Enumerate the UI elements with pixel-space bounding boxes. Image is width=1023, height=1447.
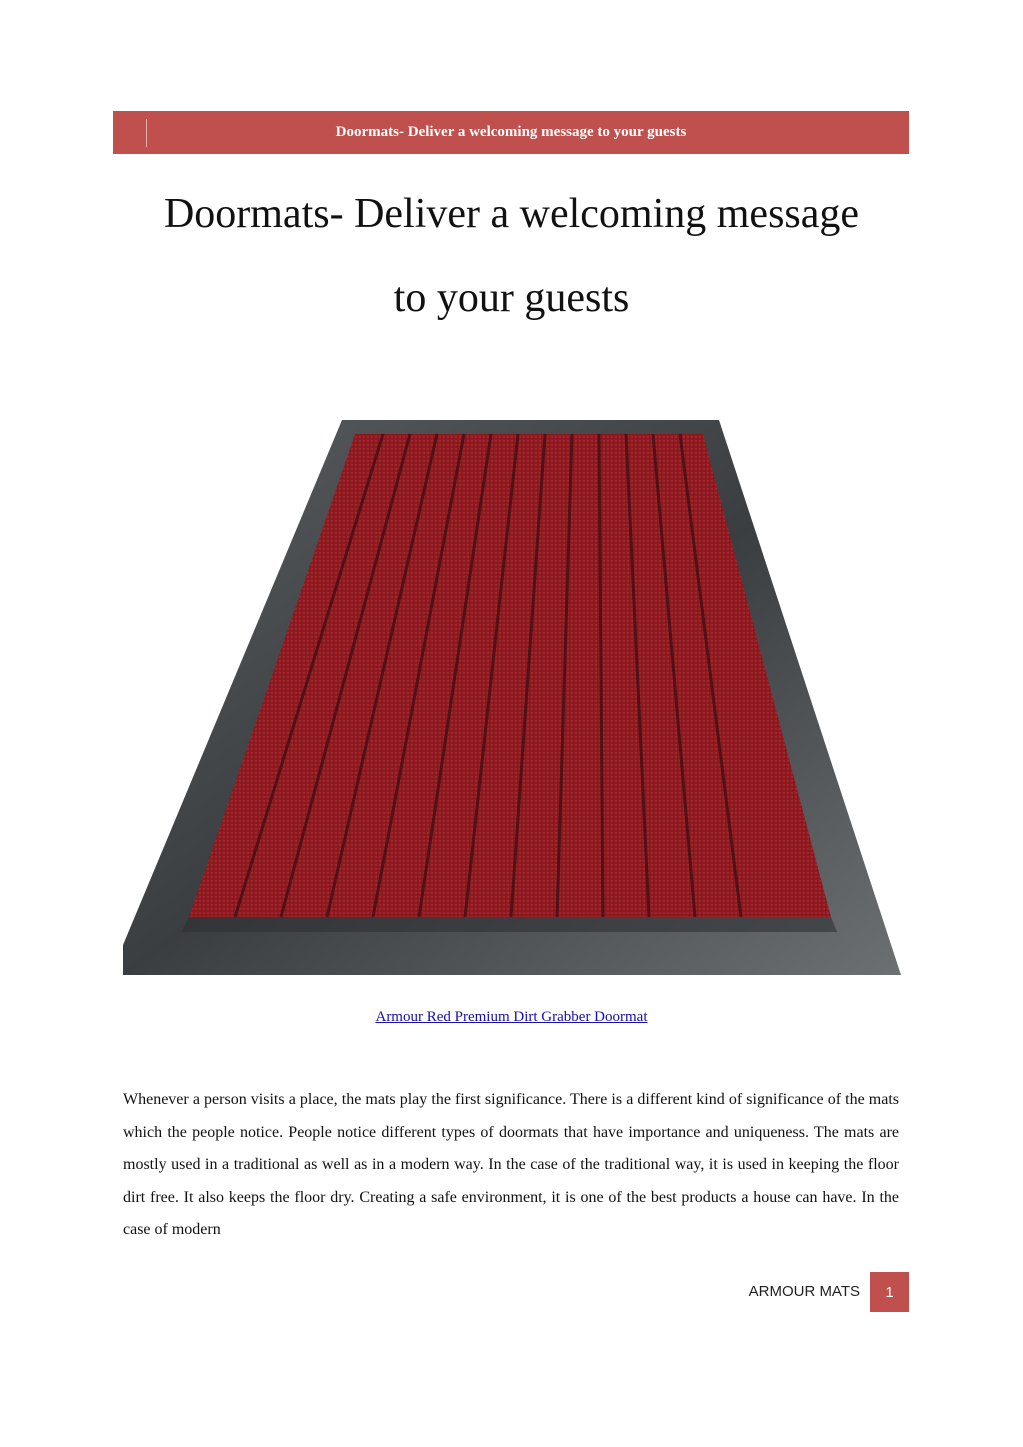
doormat-image — [123, 420, 901, 975]
page-footer — [0, 1272, 1023, 1312]
header-divider — [146, 119, 147, 147]
title-line-2: to your guests — [393, 275, 630, 321]
page-number-badge: 1 — [870, 1272, 909, 1312]
body-paragraph: Whenever a person visits a place, the mats play the first significance. There is a different kind of significance of the mats which the people notice. People notice different types of doormats that have importance and uniqueness. The mats are mostly used in a traditional as well as in a modern way. In the case of the traditional way, it is used in keeping the floor dirt free. It also keeps the floor dry. Creating a safe environment, it is one of the best products a house can have. In the case of modern — [123, 1091, 899, 1238]
header-bar — [113, 111, 909, 154]
page-title — [100, 172, 923, 340]
header-title: Doormats- Deliver a welcoming message to your guests — [335, 124, 687, 140]
caption-link[interactable]: Armour Red Premium Dirt Grabber Doormat — [375, 1009, 648, 1025]
title-line-1: Doormats- Deliver a welcoming message — [163, 191, 860, 237]
footer-label: ARMOUR MATS — [748, 1283, 860, 1300]
image-caption — [0, 1009, 1023, 1026]
